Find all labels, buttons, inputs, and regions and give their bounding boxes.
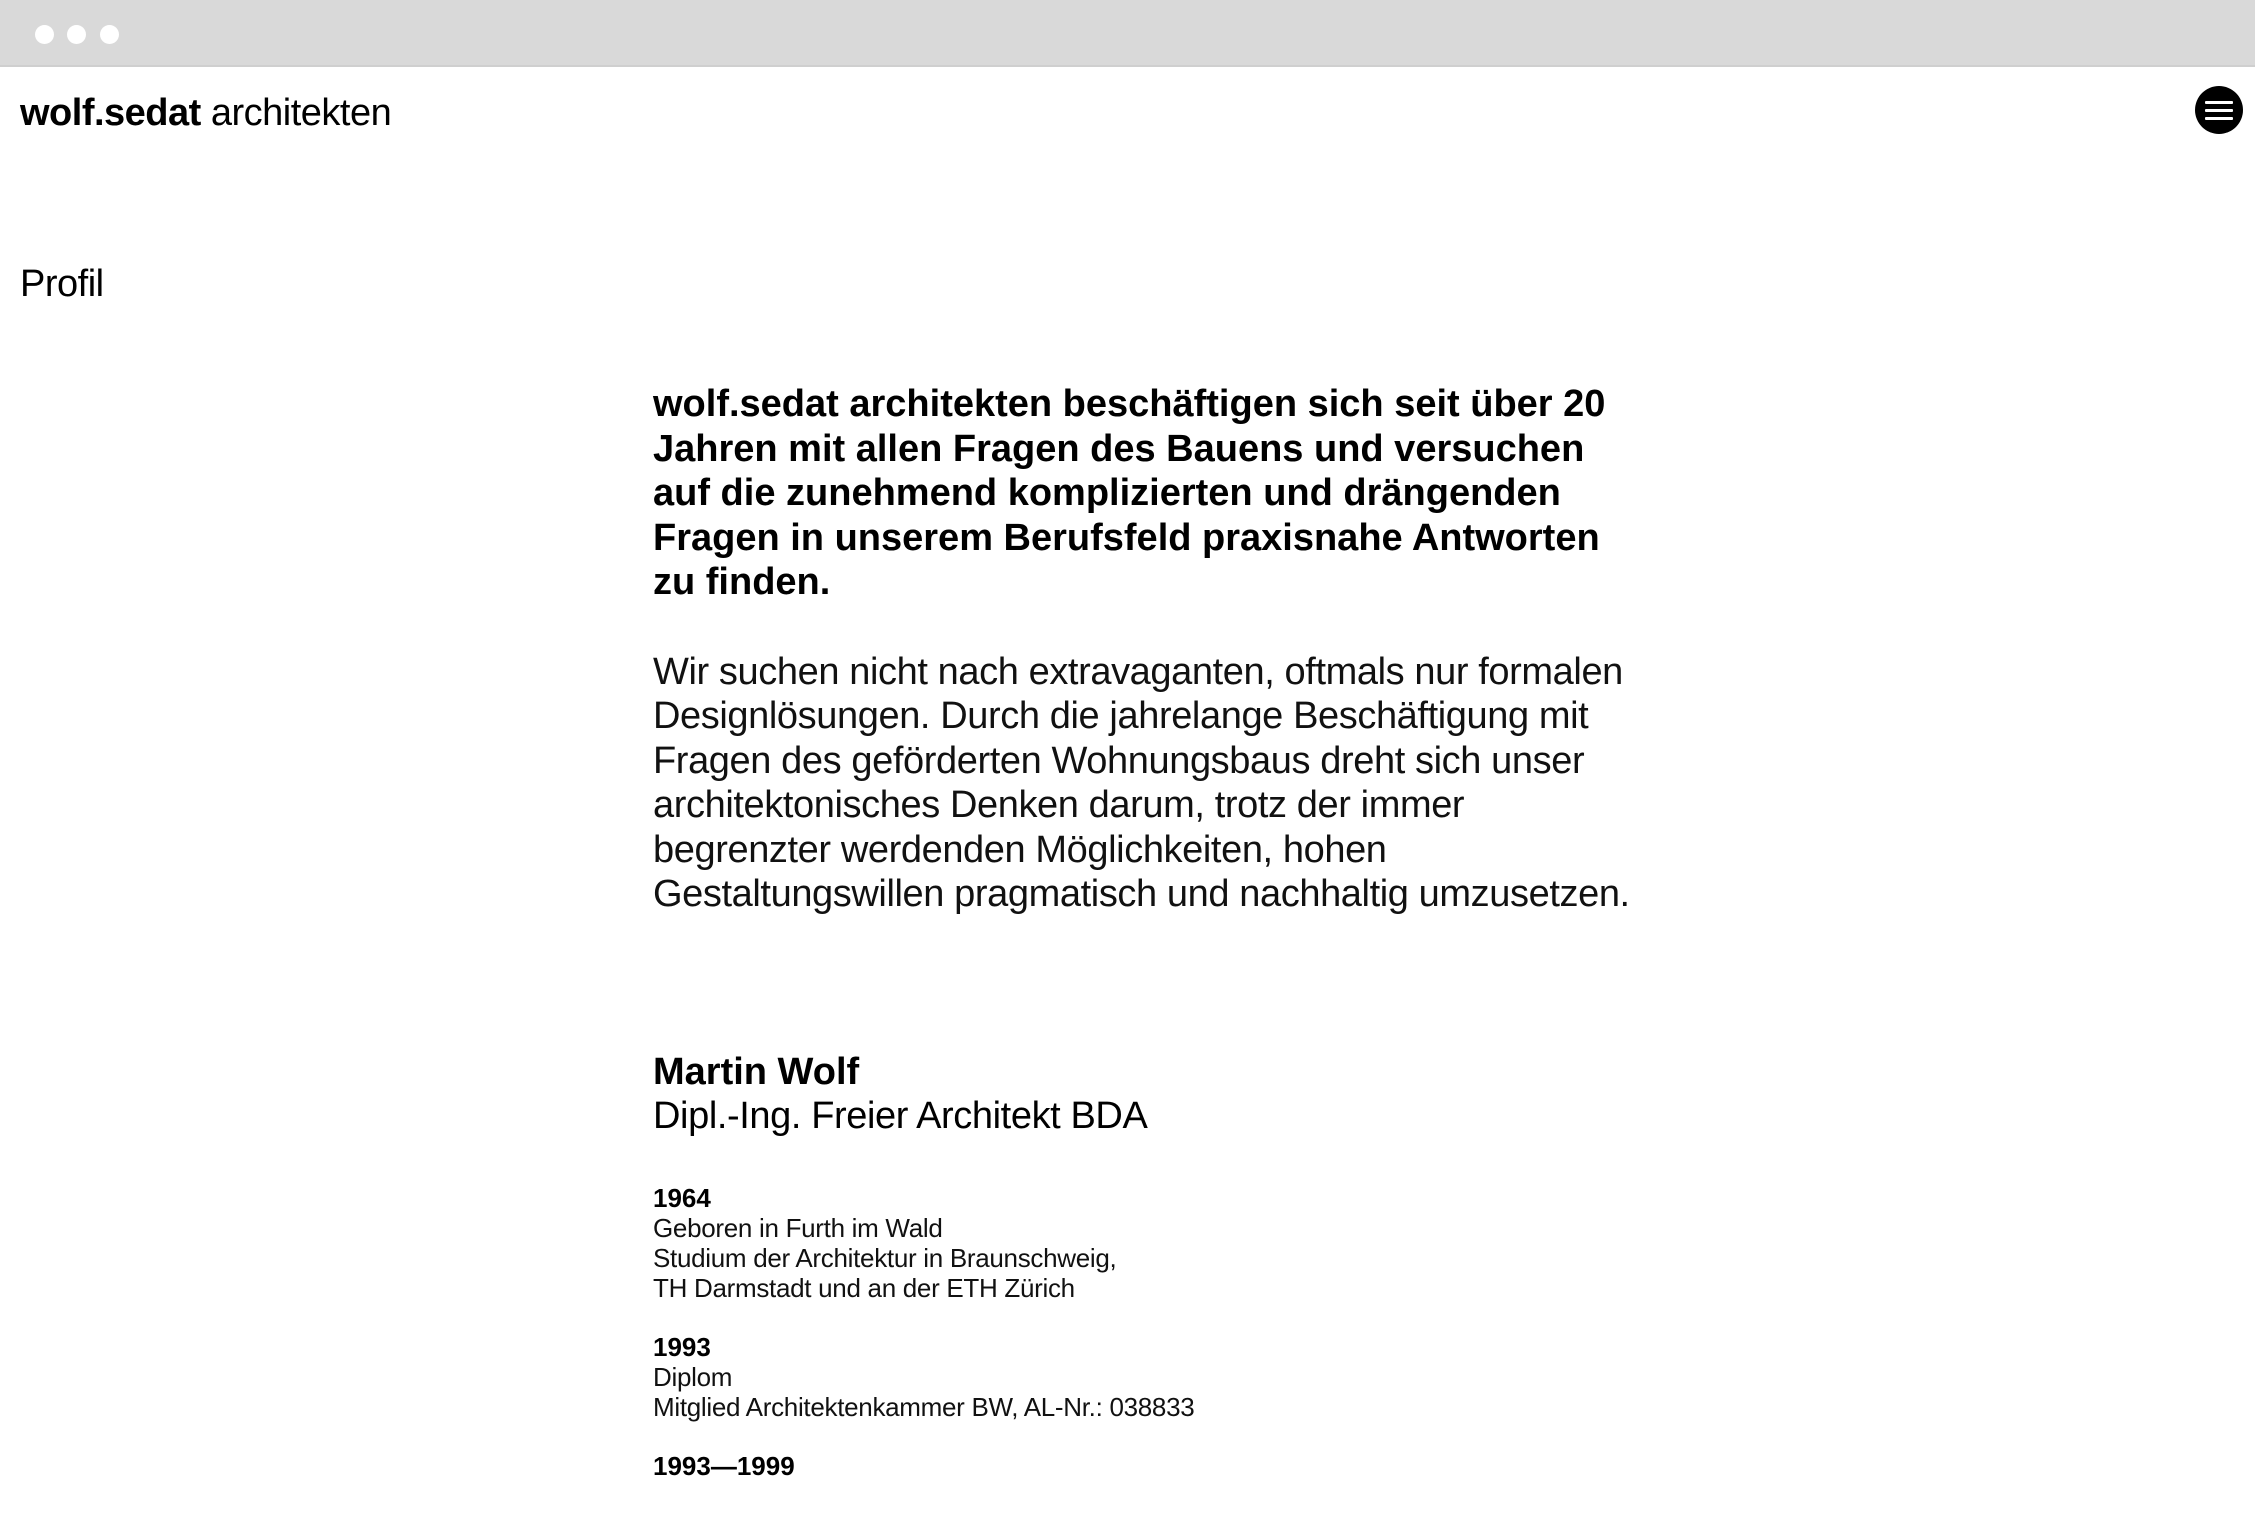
window-dot-icon <box>35 25 54 44</box>
person-title: Dipl.-Ing. Freier Architekt BDA <box>653 1094 1148 1137</box>
browser-chrome <box>0 0 2255 67</box>
cv-line: TH Darmstadt und an der ETH Zürich <box>653 1272 1075 1303</box>
cv-entry <box>653 1451 1653 1481</box>
cv-line: Diplom <box>653 1361 733 1392</box>
cv-year: 1993—1999 <box>653 1450 795 1481</box>
hamburger-menu-icon[interactable] <box>2195 86 2243 134</box>
window-dot-icon <box>67 25 86 44</box>
menu-bar <box>2205 117 2233 120</box>
person-name: Martin Wolf <box>653 1050 860 1093</box>
page-title: Profil <box>20 263 104 306</box>
cv-line: Geboren in Furth im Wald <box>653 1212 943 1243</box>
cv-line: Mitglied Architektenkammer BW, AL-Nr.: 038833 <box>653 1391 1195 1422</box>
window-dot-icon <box>100 25 119 44</box>
intro-lead-text: wolf.sedat architekten beschäftigen sich seit über 20 Jahren mit allen Fragen des Bauens und versuchen auf die zunehmend komplizierten und drängenden Fragen in unserem Berufsfeld praxisnahe Antworten zu finden. <box>653 383 1606 603</box>
logo-bold-text: wolf.sedat <box>20 92 201 134</box>
cv-year: 1993 <box>653 1331 711 1362</box>
intro-body-text: Wir suchen nicht nach extravaganten, oftmals nur formalen Designlösungen. Durch die jahrelange Beschäftigung mit Fragen des geförderten Wohnungsbaus dreht sich unser architektonisches Denken darum, trotz der immer begrenzter werdenden Möglichkeiten, hohen Gestaltungswillen pragmatisch und nachhaltig umzusetzen. <box>653 650 1630 915</box>
menu-bar <box>2205 101 2233 104</box>
profile-content <box>653 382 1653 1510</box>
menu-bar <box>2205 109 2233 112</box>
logo-light-text: architekten <box>210 92 392 134</box>
site-logo[interactable] <box>20 90 391 136</box>
cv-entry <box>653 1183 1653 1303</box>
cv-year: 1964 <box>653 1182 711 1213</box>
cv-list <box>653 1183 1653 1481</box>
person-section <box>653 1050 1653 1481</box>
cv-entry <box>653 1332 1653 1422</box>
cv-line: Studium der Architektur in Braunschweig, <box>653 1242 1117 1273</box>
